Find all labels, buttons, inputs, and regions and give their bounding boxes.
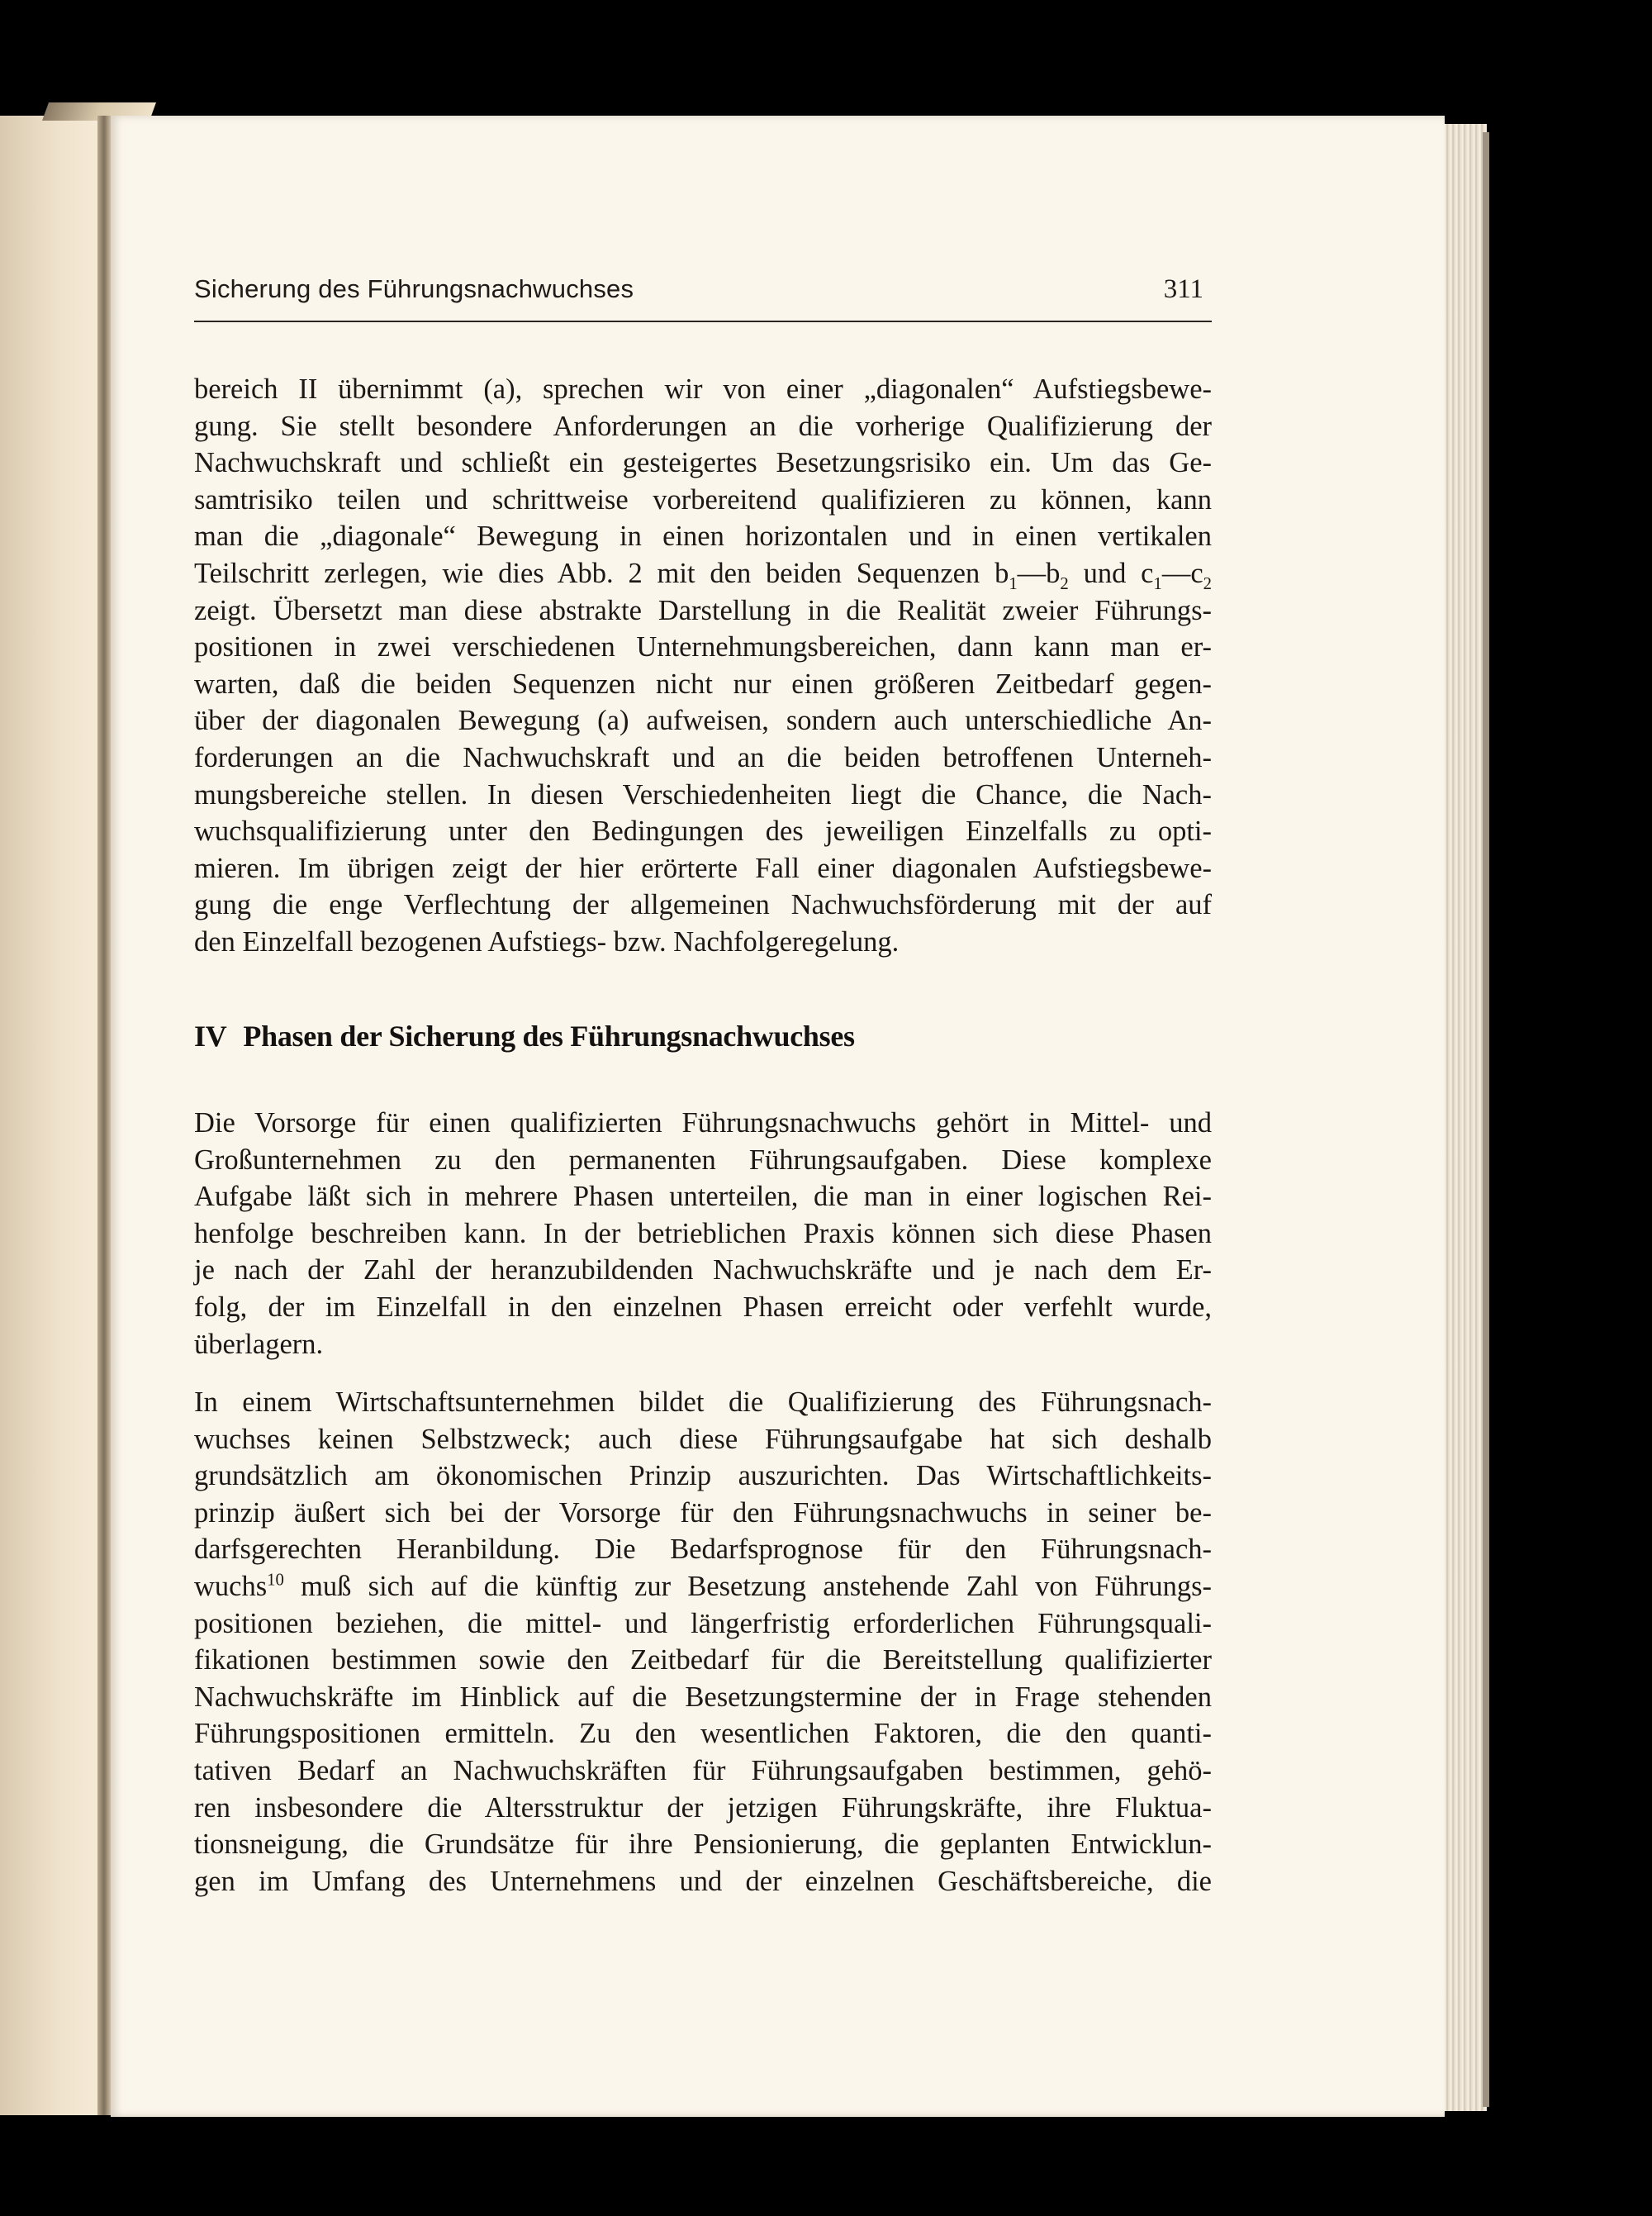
text-line: wuchses keinen Selbstzweck; auch diese Führungsaufgabe hat sich deshalb — [194, 1423, 1212, 1455]
text-line: über der diagonalen Bewegung (a) aufweisen, sondern auch unterschiedliche An- — [194, 705, 1212, 737]
text-segment: muß sich auf die künftig zur Besetzung anstehende Zahl von Führungs- — [283, 1570, 1212, 1602]
section-heading — [194, 1019, 855, 1053]
text-line: gung die enge Verflechtung der allgemeinen Nachwuchsförderung mit der auf — [194, 889, 1212, 921]
text-line: prinzip äußert sich bei der Vorsorge für den Führungsnachwuchs in seiner be- — [194, 1496, 1212, 1529]
text-line: Großunternehmen zu den permanenten Führungsaufgaben. Diese komplexe — [194, 1144, 1212, 1176]
paragraph-3 — [194, 1384, 1212, 1900]
text-line: mieren. Im übrigen zeigt der hier erörterte Fall einer diagonalen Aufstiegsbewe- — [194, 852, 1212, 884]
footnote-marker: 10 — [267, 1571, 284, 1590]
text-line: je nach der Zahl der heranzubildenden Nachwuchskräfte und je nach dem Er- — [194, 1254, 1212, 1286]
text-line-sequences — [194, 555, 1212, 592]
text-line: samtrisiko teilen und schrittweise vorbereitend qualifizieren zu können, kann — [194, 483, 1212, 516]
text-line: Aufgabe läßt sich in mehrere Phasen unterteilen, die man in einer logischen Rei- — [194, 1181, 1212, 1213]
text-line: mungsbereiche stellen. In diesen Verschiedenheiten liegt die Chance, die Nach- — [194, 778, 1212, 811]
page-stack-edges — [1437, 124, 1487, 2111]
text-line: Die Vorsorge für einen qualifizierten Führungsnachwuchs gehört in Mittel- und — [194, 1107, 1212, 1139]
subscript: 1 — [1153, 574, 1162, 593]
previous-page-edge — [0, 116, 106, 2115]
text-segment: und c — [1068, 557, 1154, 589]
running-head-title: Sicherung des Führungsnachwuchses — [194, 274, 634, 303]
text-line: gen im Umfang des Unternehmens und der einzelnen Geschäftsbereiche, die — [194, 1865, 1212, 1897]
text-line: folg, der im Einzelfall in den einzelnen Phasen erreicht oder verfehlt wurde, — [194, 1291, 1212, 1323]
paragraph-1 — [194, 371, 1212, 961]
text-line: warten, daß die beiden Sequenzen nicht nur einen größeren Zeitbedarf gegen- — [194, 668, 1212, 700]
text-line: wuchsqualifizierung unter den Bedingungen des jeweiligen Einzelfalls zu opti- — [194, 816, 1212, 848]
text-line: tativen Bedarf an Nachwuchskräften für Führungsaufgaben bestimmen, gehö- — [194, 1754, 1212, 1786]
text-line: grundsätzlich am ökonomischen Prinzip auszurichten. Das Wirtschaftlichkeits- — [194, 1460, 1212, 1492]
running-head — [194, 274, 1212, 321]
section-number: IV — [194, 1020, 227, 1053]
text-line: positionen in zwei verschiedenen Unternehmungsbereichen, dann kann man er- — [194, 631, 1212, 663]
text-line: bereich II übernimmt (a), sprechen wir von einer „diagonalen“ Aufstiegsbewe- — [194, 373, 1212, 405]
text-line: forderungen an die Nachwuchskraft und an die beiden betroffenen Unterneh- — [194, 741, 1212, 773]
text-line: Führungspositionen ermitteln. Zu den wesentlichen Faktoren, die den quanti- — [194, 1718, 1212, 1750]
text-line: darfsgerechten Heranbildung. Die Bedarfsprognose für den Führungsnach- — [194, 1534, 1212, 1566]
text-line: gung. Sie stellt besondere Anforderungen an die vorherige Qualifizierung der — [194, 410, 1212, 442]
page-number: 311 — [1163, 274, 1203, 304]
text-segment: wuchs — [194, 1570, 268, 1602]
text-line: Nachwuchskraft und schließt ein gesteigertes Besetzungsrisiko ein. Um das Ge- — [194, 447, 1212, 479]
text-line: positionen beziehen, die mittel- und längerfristig erforderlichen Führungsquali- — [194, 1607, 1212, 1639]
text-line: fikationen bestimmen sowie den Zeitbedarf für die Bereitstellung qualifizierter — [194, 1644, 1212, 1676]
text-line: Nachwuchskräfte im Hinblick auf die Besetzungstermine der in Frage stehenden — [194, 1681, 1212, 1713]
text-line: den Einzelfall bezogenen Aufstiegs- bzw. Nachfolgeregelung. — [194, 925, 900, 958]
subscript: 2 — [1060, 574, 1069, 593]
text-line-footnote — [194, 1568, 1212, 1605]
text-segment: —c — [1161, 557, 1203, 589]
subscript: 2 — [1203, 574, 1212, 593]
text-line: man die „diagonale“ Bewegung in einen horizontalen und in einen vertikalen — [194, 521, 1212, 553]
paragraph-2 — [194, 1105, 1212, 1362]
text-line: zeigt. Übersetzt man diese abstrakte Darstellung in die Realität zweier Führungs- — [194, 594, 1212, 626]
page-stack-shadow — [1483, 132, 1489, 2107]
text-segment: —b — [1017, 557, 1061, 589]
text-line: henfolge beschreiben kann. In der betrieblichen Praxis können sich diese Phasen — [194, 1217, 1212, 1249]
subscript: 1 — [1009, 574, 1018, 593]
header-rule — [194, 321, 1212, 322]
text-line: tionsneigung, die Grundsätze für ihre Pensionierung, die geplanten Entwicklun- — [194, 1828, 1212, 1861]
text-line: ren insbesondere die Altersstruktur der jetzigen Führungskräfte, ihre Fluktua- — [194, 1791, 1212, 1824]
text-segment: Teilschritt zerlegen, wie dies Abb. 2 mit den beiden Sequenzen b — [194, 557, 1009, 589]
book-gutter — [97, 116, 111, 2115]
text-line: In einem Wirtschaftsunternehmen bildet die Qualifizierung des Führungsnach- — [194, 1386, 1212, 1418]
text-line: überlagern. — [194, 1328, 324, 1360]
section-title: Phasen der Sicherung des Führungsnachwuchses — [243, 1020, 855, 1053]
